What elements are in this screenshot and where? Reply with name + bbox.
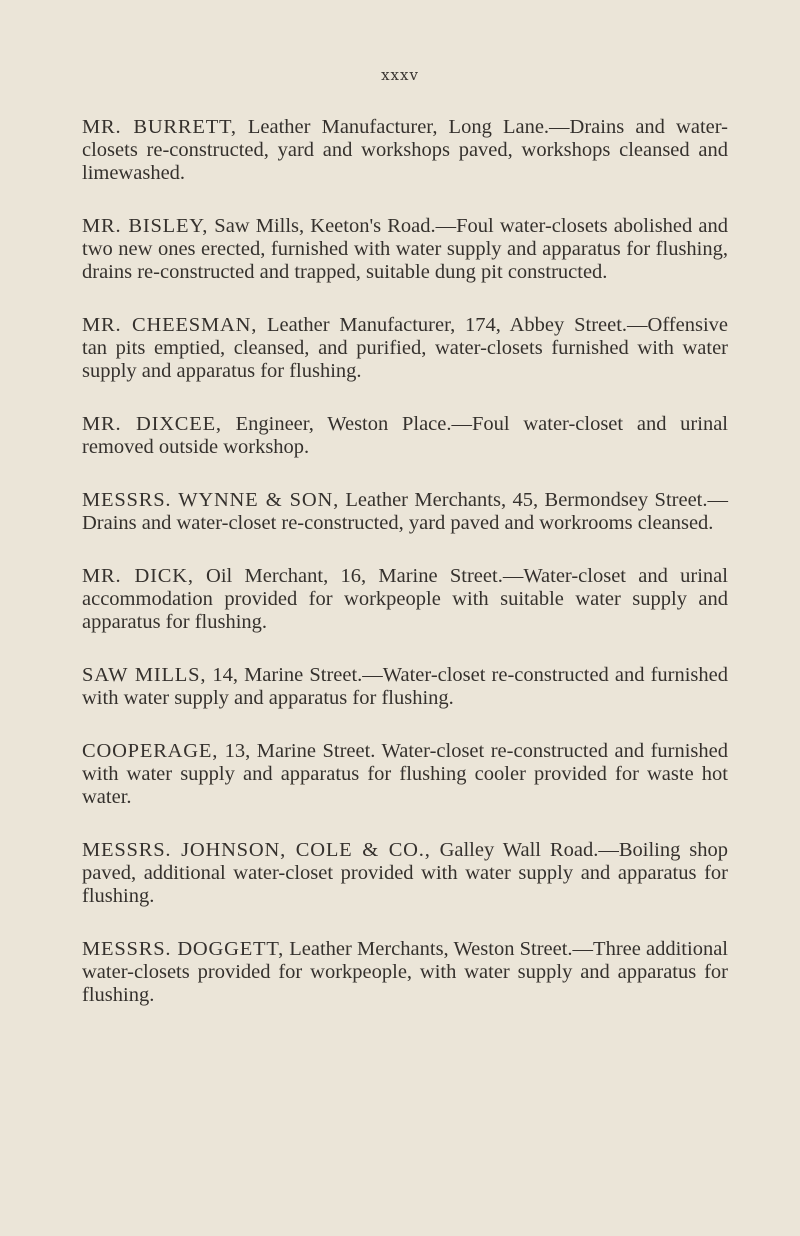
entry-text: Leather Merchants, 45, Bermondsey Street.—Drains and water-closet re-constructed, yard paved and workrooms cleansed. xyxy=(82,489,728,534)
entry-text: 14, Marine Street.—Water-closet re-constructed and furnished with water supply and apparatus for flushing. xyxy=(82,664,728,709)
entry-list xyxy=(82,116,728,1037)
entry-name: MR. CHEESMAN, xyxy=(82,314,258,336)
entry-bisley xyxy=(82,215,728,284)
entry-text: 13, Marine Street. Water-closet re-constructed and furnished with water supply and apparatus for flushing cooler provided for waste hot water. xyxy=(82,740,728,808)
entry-name: MESSRS. WYNNE & SON, xyxy=(82,489,339,511)
entry-text: Leather Manufacturer, Long Lane.—Drains and water-closets re-constructed, yard and workshops paved, workshops cleansed and limewashed. xyxy=(82,116,728,184)
entry-burrett xyxy=(82,116,728,185)
entry-dixcee xyxy=(82,413,728,459)
entry-name: MR. DIXCEE, xyxy=(82,413,222,435)
entry-johnson-cole xyxy=(82,839,728,908)
entry-text: Galley Wall Road.—Boiling shop paved, additional water-closet provided with water supply and apparatus for flushing. xyxy=(82,839,729,907)
entry-name: SAW MILLS, xyxy=(82,664,207,686)
entry-text: Leather Merchants, Weston Street.—Three additional water-closets provided for workpeople, with water supply and apparatus for flushing. xyxy=(82,938,728,1006)
entry-text: Leather Manufacturer, 174, Abbey Street.—Offensive tan pits emptied, cleansed, and purified, water-closets furnished with water supply and apparatus for flushing. xyxy=(82,314,728,382)
entry-name: MR. DICK, xyxy=(82,565,194,587)
entry-name: COOPERAGE, xyxy=(82,740,219,762)
entry-name: MESSRS. JOHNSON, COLE & CO., xyxy=(82,839,431,861)
entry-cheesman xyxy=(82,314,728,383)
entry-cooperage xyxy=(82,740,728,809)
entry-name: MR. BISLEY, xyxy=(82,215,209,237)
entry-wynne xyxy=(82,489,728,535)
page-number: xxxv xyxy=(381,66,419,84)
entry-text: Saw Mills, Keeton's Road.—Foul water-closets abolished and two new ones erected, furnished with water supply and apparatus for flushing, drains re-constructed and trapped, suitable dung pit constructed. xyxy=(82,215,728,283)
entry-name: MESSRS. DOGGETT, xyxy=(82,938,285,960)
entry-text: Oil Merchant, 16, Marine Street.—Water-closet and urinal accommodation provided for workpeople with suitable water supply and apparatus for flushing. xyxy=(82,565,728,633)
entry-text: Engineer, Weston Place.—Foul water-closet and urinal removed outside workshop. xyxy=(82,413,728,458)
entry-dick xyxy=(82,565,728,634)
entry-saw-mills xyxy=(82,664,728,710)
entry-doggett xyxy=(82,938,728,1007)
entry-name: MR. BURRETT, xyxy=(82,116,237,138)
